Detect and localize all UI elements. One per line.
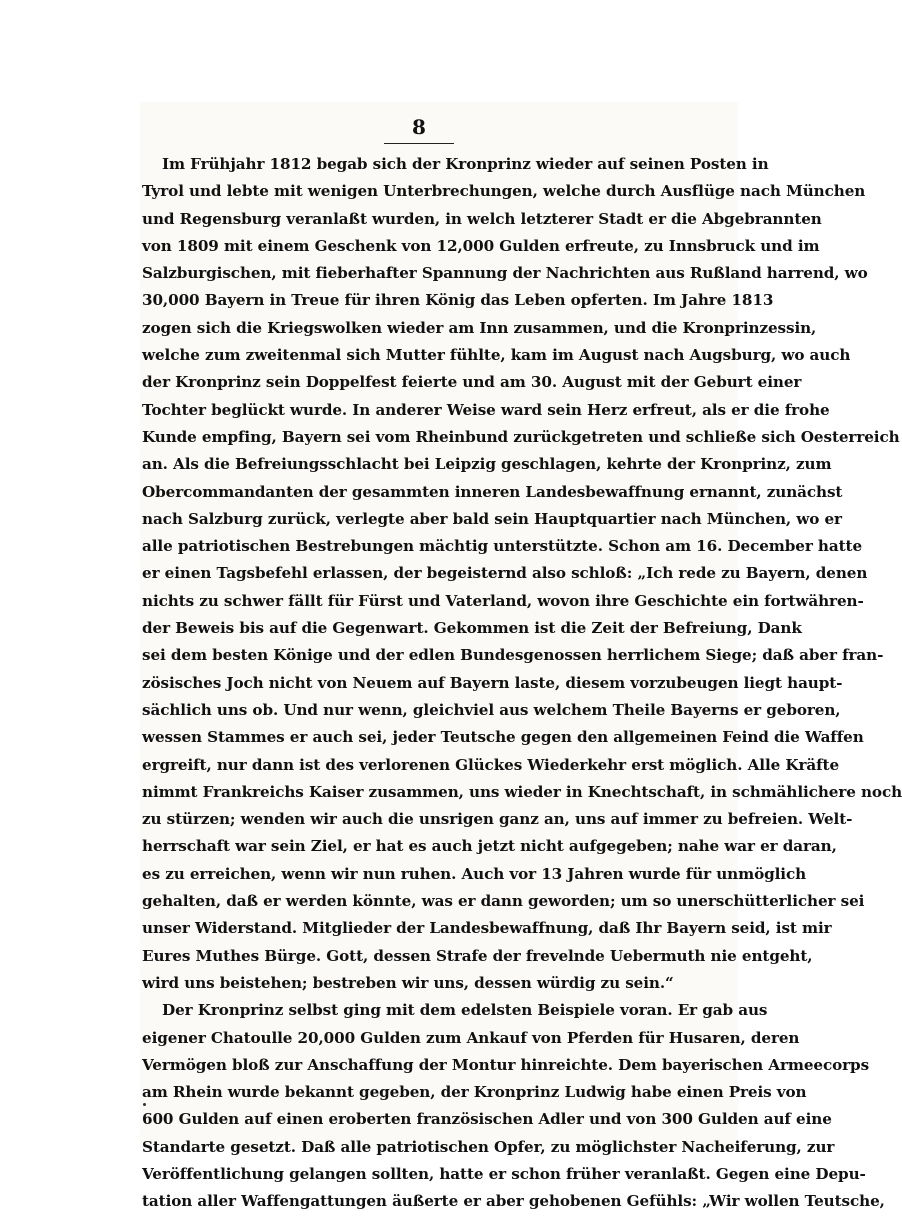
text-line: sei dem besten Könige und der edlen Bundesgenossen herrlichem Siege; daß aber fran- [142,646,884,665]
text-line: 30,000 Bayern in Treue für ihren König das Leben opferten. Im Jahre 1813 [142,291,774,310]
text-line: Eures Muthes Bürge. Gott, dessen Strafe der frevelnde Uebermuth nie entgeht, [142,946,813,965]
text-line: Im Frühjahr 1812 begab sich der Kronprinz wieder auf seinen Posten in [162,155,769,173]
text-line: gehalten, daß er werden könnte, was er dann geworden; um so unerschütterlicher sei [142,892,865,911]
text-line: nach Salzburg zurück, verlegte aber bald sein Hauptquartier nach München, wo er [142,509,842,528]
text-line: Veröffentlichung gelangen sollten, hatte er schon früher veranlaßt. Gegen eine Depu- [142,1164,866,1183]
body-text [142,151,902,1216]
ink-speck [143,1103,146,1106]
text-line: Tyrol und lebte mit wenigen Unterbrechungen, welche durch Ausflüge nach München [142,182,866,201]
text-line: der Kronprinz sein Doppelfest feierte und am 30. August mit der Geburt einer [142,373,802,392]
text-line: Standarte gesetzt. Daß alle patriotischen Opfer, zu möglichster Nacheiferung, zur [142,1137,835,1156]
text-line: sächlich uns ob. Und nur wenn, gleichviel aus welchem Theile Bayerns er geboren, [142,700,841,719]
text-line: Kunde empfing, Bayern sei vom Rheinbund zurückgetreten und schließe sich Oesterreich [142,427,900,446]
text-line: tation aller Waffengattungen äußerte er aber gehobenen Gefühls: „Wir wollen Teutsche, [142,1192,885,1211]
text-line: eigener Chatoulle 20,000 Gulden zum Ankauf von Pferden für Husaren, deren [142,1028,800,1047]
text-line: nimmt Frankreichs Kaiser zusammen, uns wieder in Knechtschaft, in schmählichere noch [142,782,902,801]
text-line: Salzburgischen, mit fieberhafter Spannung der Nachrichten aus Rußland harrend, wo [142,264,868,283]
text-line: ergreift, nur dann ist des verlorenen Glückes Wiederkehr erst möglich. Alle Kräfte [142,755,840,774]
text-line: nichts zu schwer fällt für Fürst und Vaterland, wovon ihre Geschichte ein fortwähren- [142,591,864,610]
text-line: der Beweis bis auf die Gegenwart. Gekommen ist die Zeit der Befreiung, Dank [142,619,802,638]
text-line: herrschaft war sein Ziel, er hat es auch jetzt nicht aufgegeben; nahe war er daran, [142,837,837,856]
text-line: Der Kronprinz selbst ging mit dem edelsten Beispiele voran. Er gab aus [162,1001,768,1020]
text-line: Obercommandanten der gesammten inneren Landesbewaffnung ernannt, zunächst [142,482,843,501]
page-number: 8 [412,115,426,139]
text-line: 600 Gulden auf einen eroberten französischen Adler und von 300 Gulden auf eine [142,1110,832,1129]
text-line: und Regensburg veranlaßt wurden, in welch letzterer Stadt er die Abgebrannten [142,209,822,228]
text-line: er einen Tagsbefehl erlassen, der begeisternd also schloß: „Ich rede zu Bayern, denen [142,564,868,583]
text-line: alle patriotischen Bestrebungen mächtig unterstützte. Schon am 16. December hatte [142,537,863,556]
text-line: zösisches Joch nicht von Neuem auf Bayern laste, diesem vorzubeugen liegt haupt- [142,673,843,692]
text-line: am Rhein wurde bekannt gegeben, der Kronprinz Ludwig habe einen Preis von [142,1083,807,1102]
text-line: zu stürzen; wenden wir auch die unsrigen ganz an, uns auf immer zu befreien. Welt- [142,810,853,829]
text-line: an. Als die Befreiungsschlacht bei Leipzig geschlagen, kehrte der Kronprinz, zum [142,455,832,474]
text-line: Vermögen bloß zur Anschaffung der Montur hinreichte. Dem bayerischen Armeecorps [142,1055,870,1074]
text-line: zogen sich die Kriegswolken wieder am Inn zusammen, und die Kronprinzessin, [142,318,817,337]
text-line: es zu erreichen, wenn wir nun ruhen. Auch vor 13 Jahren wurde für unmöglich [142,864,807,883]
page-number-rule [384,143,454,144]
text-line: wird uns beistehen; bestreben wir uns, dessen würdig zu sein.“ [142,973,674,992]
text-line: unser Widerstand. Mitglieder der Landesbewaffnung, daß Ihr Bayern seid, ist mir [142,919,832,938]
text-line: von 1809 mit einem Geschenk von 12,000 Gulden erfreute, zu Innsbruck und im [142,236,820,255]
text-line: Tochter beglückt wurde. In anderer Weise ward sein Herz erfreut, als er die frohe [142,400,830,419]
text-line: welche zum zweitenmal sich Mutter fühlte, kam im August nach Augsburg, wo auch [142,346,851,365]
text-line: wessen Stammes er auch sei, jeder Teutsche gegen den allgemeinen Feind die Waffen [142,728,864,747]
